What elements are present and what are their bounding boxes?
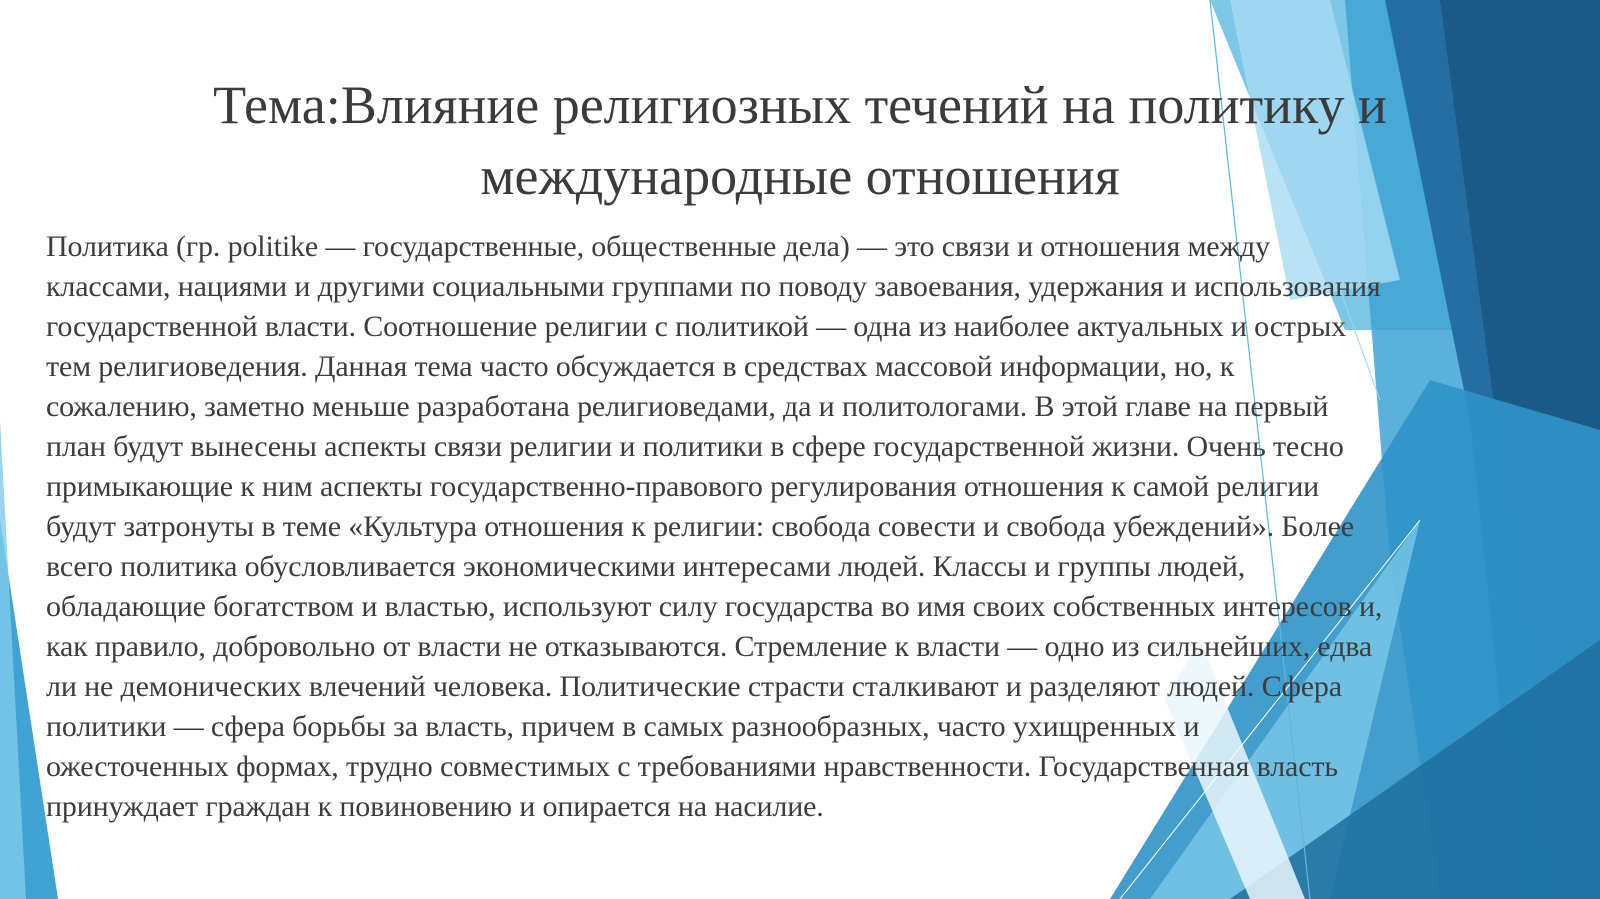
body-line: классами, нациями и другими социальными группами по поводу завоевания, удержания и использования xyxy=(46,270,1381,303)
body-line: политики — сфера борьбы за власть, причем в самых разнообразных, часто ухищренных и xyxy=(46,710,1200,743)
body-line: ли не демонических влечений человека. Политические страсти сталкивают и разделяют людей. Сфера xyxy=(46,670,1342,703)
body-line: обладающие богатством и властью, используют силу государства во имя своих собственных интересов и, xyxy=(46,590,1383,623)
body-line: всего политика обусловливается экономическими интересами людей. Классы и группы людей, xyxy=(46,550,1246,583)
body-line: будут затронуты в теме «Культура отношения к религии: свобода совести и свобода убеждений». Более xyxy=(46,510,1354,543)
body-line: как правило, добровольно от власти не отказываются. Стремление к власти — одно из сильнейших, едва xyxy=(46,630,1373,663)
body-line: тем религиоведения. Данная тема часто обсуждается в средствах массовой информации, но, к xyxy=(46,350,1235,383)
slide-title: Тема:Влияние религиозных течений на политику и международные отношения xyxy=(213,75,1387,206)
slide-body-text xyxy=(46,227,1546,827)
body-line: государственной власти. Соотношение религии с политикой — одна из наиболее актуальных и острых xyxy=(46,310,1346,343)
body-line: ожесточенных формах, трудно совместимых с требованиями нравственности. Государственная власть xyxy=(46,750,1338,783)
body-line: примыкающие к ним аспекты государственно-правового регулирования отношения к самой религии xyxy=(46,470,1320,503)
body-line: Политика (гр. politike — государственные, общественные дела) — это связи и отношения между xyxy=(46,230,1270,263)
body-line: принуждает граждан к повиновению и опирается на насилие. xyxy=(46,790,824,823)
body-line: сожалению, заметно меньше разработана религиоведами, да и политологами. В этой главе на первый xyxy=(46,390,1329,423)
body-line: план будут вынесены аспекты связи религии и политики в сфере государственной жизни. Очень тесно xyxy=(46,430,1344,463)
facet-left-strip-light xyxy=(0,420,26,899)
